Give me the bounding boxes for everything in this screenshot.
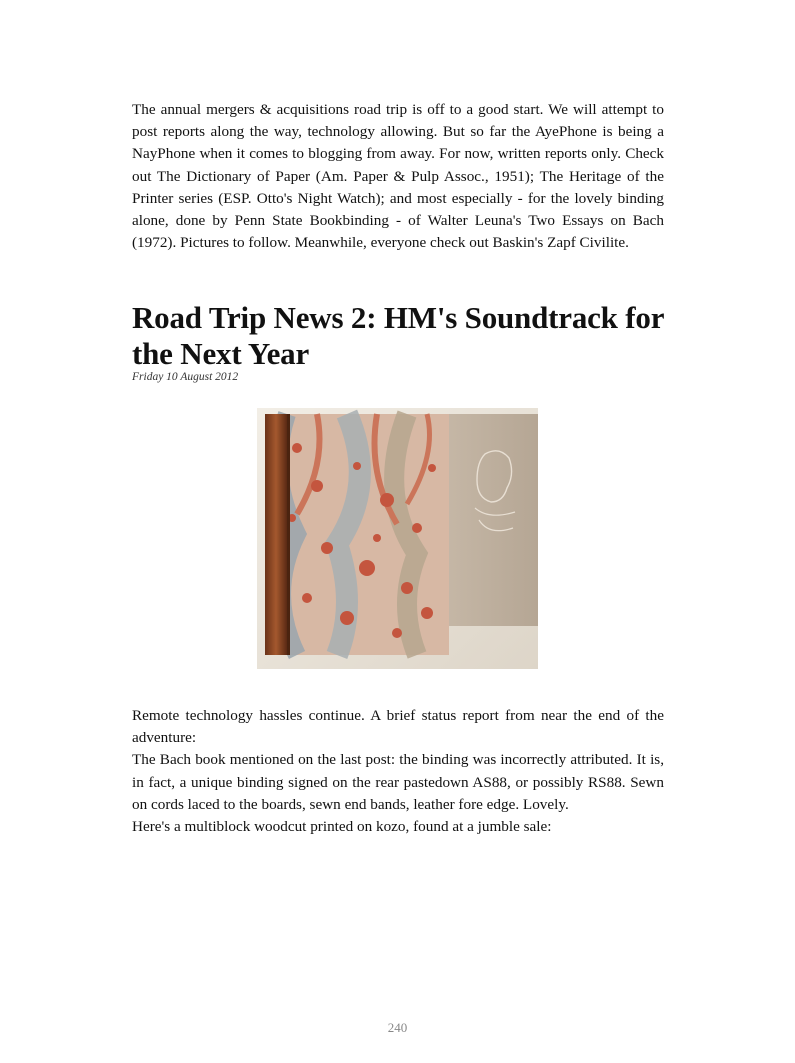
post-date: Friday 10 August 2012: [132, 371, 239, 383]
post-body: [132, 705, 664, 838]
book-binding-photo: [257, 408, 538, 669]
intro-paragraph: The annual mergers & acquisitions road trip is off to a good start. We will attempt to post reports along the way, technology allowing. But so far the AyePhone is being a NayPhone when it comes to blogging from away. For now, written reports only. Check out The Dictionary of Paper (Am. Paper & Pulp Assoc., 1951); The Heritage of the Printer series (ESP. Otto's Night Watch); and most especially - for the lovely binding alone, done by Penn State Bookbinding - of Walter Leuna's Two Essays on Bach (1972). Pictures to follow. Meanwhile, everyone check out Baskin's Zapf Civilite.: [132, 101, 664, 252]
marbled-book-image: [257, 408, 538, 669]
body-paragraph: Here's a multiblock woodcut printed on kozo, found at a jumble sale:: [132, 818, 552, 836]
body-paragraph: The Bach book mentioned on the last post: the binding was incorrectly attributed. It is, in fact, a unique binding signed on the rear pastedown AS88, or possibly RS88. Sewn on cords laced to the boards, sewn end bands, leather fore edge. Lovely.: [132, 751, 664, 813]
body-paragraph: Remote technology hassles continue. A brief status report from near the end of the adventure:: [132, 707, 664, 747]
post-title: Road Trip News 2: HM's Soundtrack for the Next Year: [132, 300, 664, 371]
page-number: 240: [387, 1020, 408, 1035]
